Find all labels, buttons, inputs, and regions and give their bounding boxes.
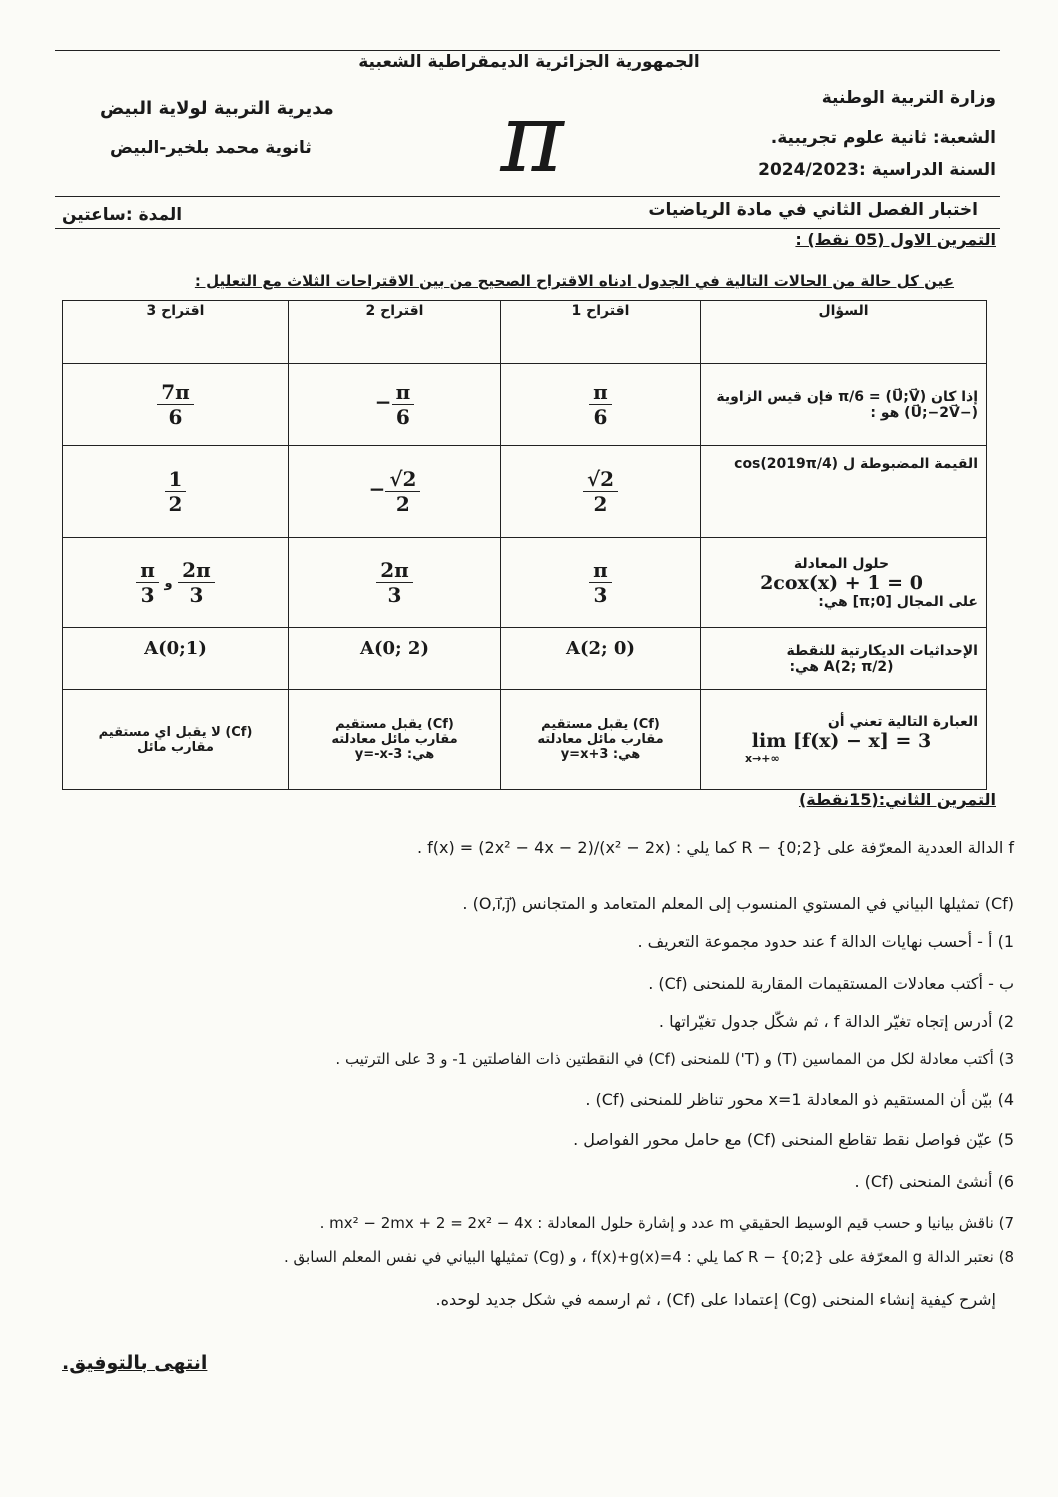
title-rule-bottom [55, 228, 1000, 229]
exercise2-line-6: 3) أكتب معادلة لكل من المماسين (T) و (T') للمنحنى (Cf) في النقطتين ذات الفاصلتين 1- و 3 على الترتيب . [335, 1050, 1014, 1068]
q4-proposal-2: A(0; 2) [289, 628, 501, 690]
q5-proposal-1: (Cf) يقبل مستقيم مقارب مائل معادلته هي: y=x+3 [501, 690, 701, 790]
q1-question: إذا كان (U⃗;V⃗) = π/6 فإن قيس الزاوية (−U⃗;−2V⃗) هو : [701, 364, 987, 446]
exercise2-line-4: ب - أكتب معادلات المستقيمات المقاربة للمنحنى (Cf) . [648, 974, 1014, 993]
fraction: $\frac{2\pi}{3}$ [376, 558, 413, 607]
exercise1-heading: التمرين الاول (05 نقط) : [795, 230, 996, 249]
q5-question: العبارة التالية تعني أن lim [f(x) − x] = 3 x→+∞ [701, 690, 987, 790]
stream: الشعبة: ثانية علوم تجريبية. [770, 128, 996, 148]
exam-title: اختبار الفصل الثاني في مادة الرياضيات [648, 200, 978, 220]
fraction: $\frac{7\pi}{6}$ [157, 380, 194, 429]
q4-proposal-3: A(0;1) [63, 628, 289, 690]
exercise2-line-9: 6) أنشئ المنحنى (Cf) . [854, 1172, 1014, 1191]
table-row [63, 538, 987, 628]
q1-proposal-3 [63, 364, 289, 446]
exercise2-line-2: (Cf) تمثيلها البياني في المستوي المنسوب إلى المعلم المتعامد و المتجانس (O,i⃗,j⃗) . [462, 894, 1014, 913]
fraction: $\frac{\pi}{3}$ [589, 558, 612, 607]
q5-proposal-3: (Cf) لا يقبل اي مستقيم مقارب مائل [63, 690, 289, 790]
col-header-proposal-1: اقتراح 1 [501, 301, 701, 364]
exercise2-line-1: f الدالة العددية المعرّفة على R − {0;2} كما يلي : f(x) = (2x² − 4x − 2)/(x² − 2x) . [416, 838, 1014, 857]
table-row [63, 628, 987, 690]
q4-question: الإحداثيات الديكارتية للنقطة A(2; π/2) هي: [701, 628, 987, 690]
school-year: السنة الدراسية :2024/2023 [758, 160, 996, 180]
col-header-question: السؤال [701, 301, 987, 364]
exercise2-line-10: 7) ناقش بيانيا و حسب قيم الوسيط الحقيقي m عدد و إشارة حلول المعادلة : mx² − 2mx + 2 = 2x² − 4x . [319, 1214, 1014, 1232]
col-header-proposal-3: اقتراح 3 [63, 301, 289, 364]
q4-proposal-1: A(2; 0) [501, 628, 701, 690]
fraction: $\frac{1}{2}$ [165, 467, 187, 516]
col-header-proposal-2: اقتراح 2 [289, 301, 501, 364]
q1-proposal-2: − $\frac{\pi}{6}$ [289, 364, 501, 446]
fraction: $\frac{\pi}{6}$ [589, 380, 612, 429]
fraction: $\frac{√2}{2}$ [583, 467, 618, 516]
table-row [63, 364, 987, 446]
exercise2-line-7: 4) بيّن أن المستقيم ذو المعادلة x=1 محور تناظر للمنحنى (Cf) . [585, 1090, 1014, 1109]
exercise2-line-8: 5) عيّن فواصل نقط تقاطع المنحنى (Cf) مع حامل محور الفواصل . [573, 1130, 1014, 1149]
fraction: $\frac{\pi}{3}$ [136, 558, 159, 607]
exercise2-line-12: إشرح كيفية إنشاء المنحنى (Cg) إعتمادا على (Cf) ، ثم ارسمه في شكل جديد لوحده. [435, 1290, 996, 1309]
qcm-table [62, 300, 987, 790]
school-name: ثانوية محمد بلخير-البيض [110, 138, 312, 158]
q3-proposal-1 [501, 538, 701, 628]
q2-question: القيمة المضبوطة ل cos(2019π/4) [701, 446, 987, 538]
q2-proposal-2: − $\frac{√2}{2}$ [289, 446, 501, 538]
exercise2-heading: التمرين الثاني:(15نقطة) [798, 790, 996, 809]
pi-logo: π [500, 82, 564, 194]
q1-proposal-1 [501, 364, 701, 446]
table-row [63, 690, 987, 790]
q3-question: حلول المعادلة 2cox(x) + 1 = 0 على المجال [0;π] هي: [701, 538, 987, 628]
q5-proposal-2: (Cf) يقبل مستقيم مقارب مائل معادلته هي: y=-x-3 [289, 690, 501, 790]
country-title: الجمهورية الجزائرية الديمقراطية الشعبية [358, 52, 700, 72]
table-header-row [63, 301, 987, 364]
duration: المدة :ساعتين [62, 205, 183, 225]
exercise1-instruction: عين كل حالة من الحالات التالية في الجدول ادناه الاقتراح الصحيح من بين الاقتراحات الثلاث مع التعليل : [194, 272, 954, 290]
exercise2-line-3: 1) أ - أحسب نهايات الدالة f عند حدود مجموعة التعريف . [637, 932, 1014, 951]
fraction: $\frac{\pi}{6}$ [392, 380, 415, 429]
top-rule [55, 50, 1000, 51]
q3-proposal-2 [289, 538, 501, 628]
exercise2-line-5: 2) أدرس إتجاه تغيّر الدالة f ، ثم شكّل جدول تغيّراتها . [658, 1012, 1014, 1031]
table-row [63, 446, 987, 538]
directorate: مديرية التربية لولاية البيض [100, 98, 334, 119]
q3-proposal-3: $\frac{\pi}{3}$ و $\frac{2\pi}{3}$ [63, 538, 289, 628]
closing-note: انتهى بالتوفيق. [62, 1352, 208, 1374]
exercise2-line-11: 8) نعتبر الدالة g المعرّفة على R − {0;2} كما يلي : f(x)+g(x)=4 ، و (Cg) تمثيلها البياني في نفس المعلم السابق . [284, 1248, 1014, 1266]
ministry: وزارة التربية الوطنية [821, 88, 996, 108]
q2-proposal-3 [63, 446, 289, 538]
q2-proposal-1 [501, 446, 701, 538]
title-rule-top [55, 196, 1000, 197]
fraction: $\frac{2\pi}{3}$ [178, 558, 215, 607]
fraction: $\frac{√2}{2}$ [385, 467, 420, 516]
